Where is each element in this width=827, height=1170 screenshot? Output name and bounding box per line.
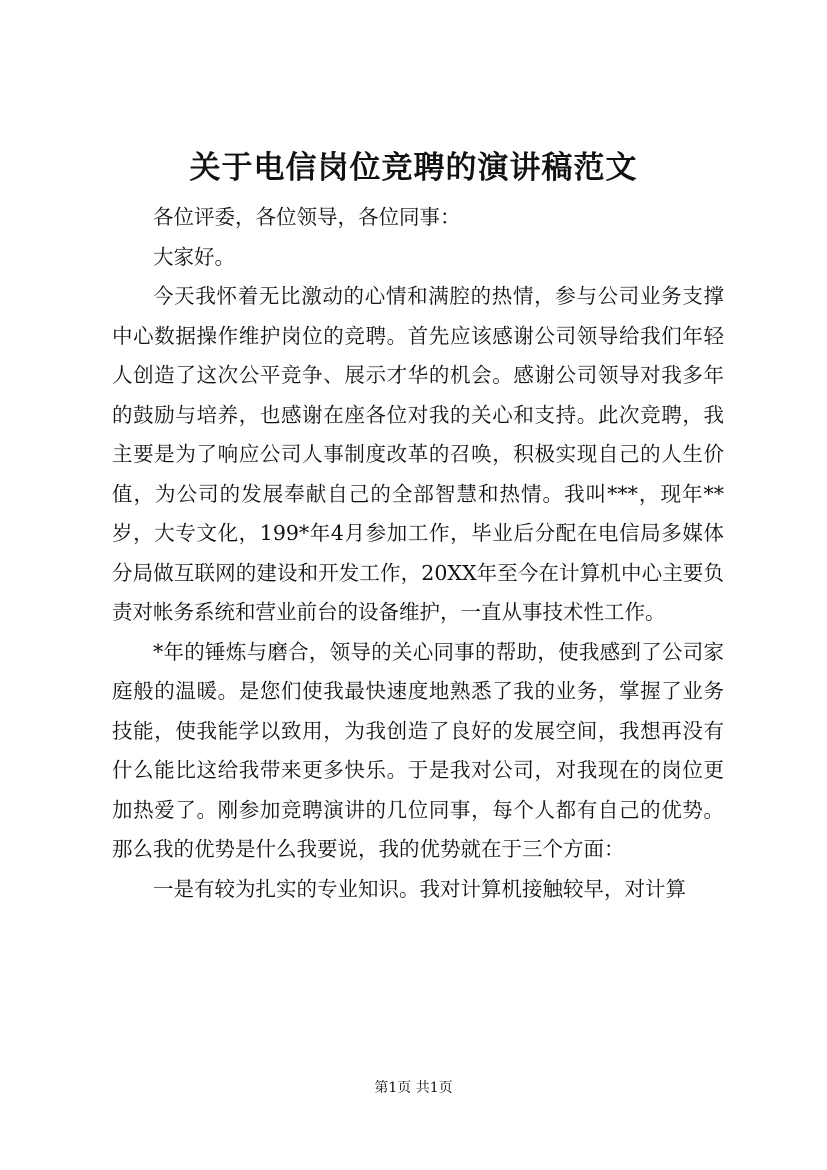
body-paragraph: *年的锤炼与磨合，领导的关心同事的帮助，使我感到了公司家庭般的温暖。是您们使我最快速度地熟悉了我的业务，掌握了业务技能，使我能学以致用，为我创造了良好的发展空间，我想再没有什么能比这给我带来更多快乐。于是我对公司，对我现在的岗位更加热爱了。刚参加竞聘演讲的几位同事，每个人都有自己的优势。那么我的优势是什么我要说，我的优势就在于三个方面： bbox=[112, 639, 724, 861]
document-title: 关于电信岗位竞聘的演讲稿范文 bbox=[189, 150, 638, 186]
document-body bbox=[112, 198, 724, 909]
salutation-paragraph: 各位评委，各位领导，各位同事： bbox=[153, 205, 461, 229]
page-footer: 第1页 共1页 bbox=[374, 1080, 453, 1096]
greeting-paragraph: 大家好。 bbox=[153, 244, 235, 269]
body-paragraph: 今天我怀着无比激动的心情和满腔的热情，参与公司业务支撑中心数据操作维护岗位的竞聘。首先应该感谢公司领导给我们年轻人创造了这次公平竞争、展示才华的机会。感谢公司领导对我多年的鼓励与培养，也感谢在座各位对我的关心和支持。此次竞聘，我主要是为了响应公司人事制度改革的召唤，积极实现自己的人生价值，为公司的发展奉献自己的全部智慧和热情。我叫***，现年**岁，大专文化，199*年4月参加工作，毕业后分配在电信局多媒体分局做互联网的建设和开发工作，20XX年至今在计算机中心主要负责对帐务系统和营业前台的设备维护，一直从事技术性工作。 bbox=[112, 284, 724, 624]
body-paragraph: 一是有较为扎实的专业知识。我对计算机接触较早，对计算 bbox=[153, 876, 686, 901]
